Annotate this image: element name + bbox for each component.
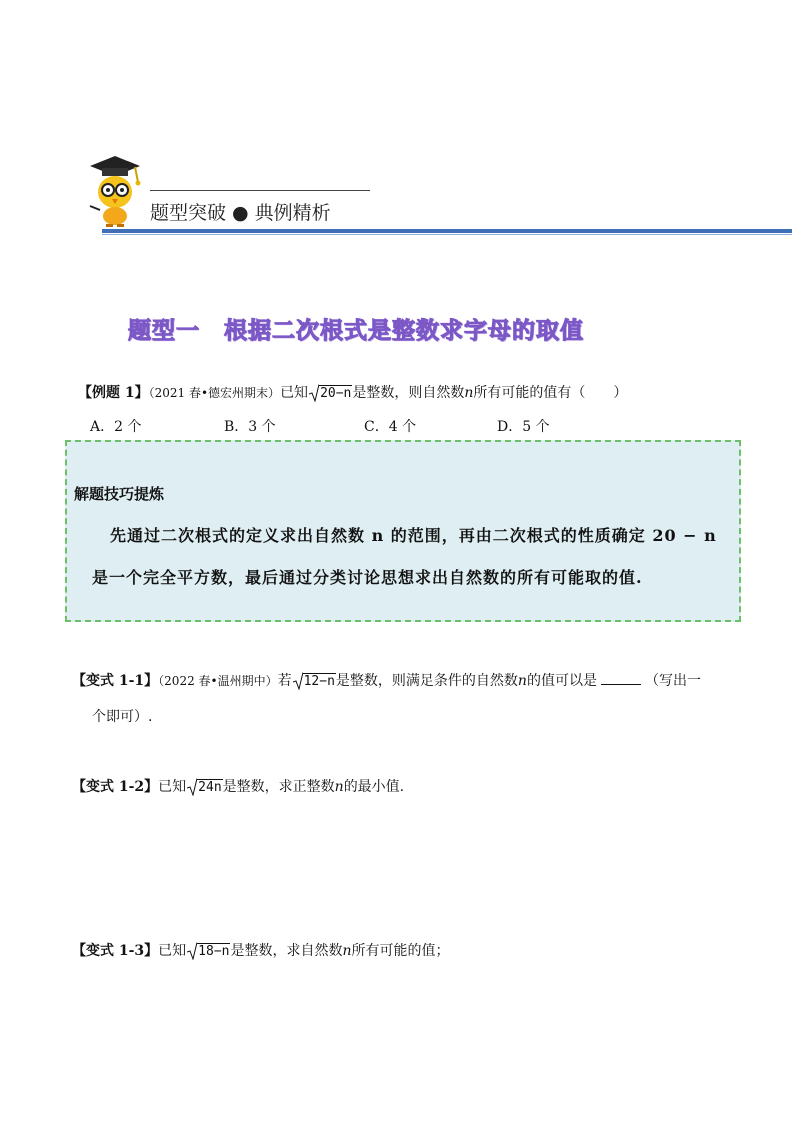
sqrt-sign-icon	[309, 384, 319, 402]
variant-1-1-tail: 的值可以是	[526, 673, 597, 689]
banner-bar-shadow	[102, 234, 792, 235]
banner-bar	[102, 229, 792, 233]
variant-1-1-radicand: 12−n	[303, 674, 335, 689]
variant-1-2-sqrt	[187, 779, 222, 795]
variant-1-3-label: 【变式 1-3】	[72, 943, 159, 959]
tips-line-2: 是一个完全平方数，最后通过分类讨论思想求出自然数的所有可能取的值.	[92, 568, 643, 587]
variant-1-2-radicand: 24n	[198, 780, 222, 795]
variant-1-3-question	[72, 940, 450, 960]
variant-1-2-var: n	[334, 779, 344, 795]
answer-blank[interactable]	[601, 684, 641, 685]
example-1-radicand: 20−n	[320, 386, 352, 401]
sqrt-sign-icon	[187, 778, 197, 796]
tips-line-1: 先通过二次根式的定义求出自然数 n 的范围，再由二次根式的性质确定 20 − n	[110, 526, 717, 545]
variant-1-2-tail: 的最小值.	[343, 779, 405, 795]
variant-1-1-label: 【变式 1-1】	[72, 673, 159, 689]
variant-1-3-radicand: 18−n	[198, 944, 230, 959]
option-b: B．3 个	[224, 419, 276, 435]
variant-1-2-prefix: 已知	[158, 779, 187, 795]
variant-1-1-source: （2022 春•温州期中）	[158, 674, 278, 688]
variant-1-3-suffix: 是整数，求自然数	[230, 943, 343, 959]
example-1-source: （2021 春•德宏州期末）	[148, 386, 281, 400]
variant-1-3-sqrt	[187, 943, 230, 959]
banner-title: 题型突破 ● 典例精析	[150, 202, 331, 224]
sqrt-sign-icon	[293, 672, 303, 690]
section-title: 题型一 根据二次根式是整数求字母的取值	[128, 317, 584, 344]
variant-1-1-line-2: 个即可）.	[92, 709, 153, 725]
variant-1-1-suffix: 是整数，则满足条件的自然数	[335, 673, 518, 689]
variant-1-3-tail: 所有可能的值；	[351, 943, 450, 959]
option-c: C．4 个	[364, 419, 417, 435]
option-a: A．2 个	[90, 419, 142, 435]
variant-1-2-label: 【变式 1-2】	[72, 779, 159, 795]
tips-heading: 解题技巧提炼	[74, 485, 165, 503]
variant-1-3-var: n	[342, 943, 352, 959]
example-1-var: n	[464, 385, 474, 401]
variant-1-1-question	[72, 670, 701, 690]
variant-1-1-var: n	[517, 673, 527, 689]
doctor-mascot-icon	[80, 150, 150, 230]
variant-1-1-sqrt	[293, 673, 336, 689]
example-1-sqrt	[309, 385, 352, 401]
variant-1-3-prefix: 已知	[158, 943, 187, 959]
variant-1-2-suffix: 是整数，求正整数	[222, 779, 335, 795]
example-1-suffix: 是整数，则自然数	[352, 385, 465, 401]
example-1-prefix: 已知	[280, 385, 309, 401]
example-1-question	[78, 382, 627, 402]
example-1-tail: 所有可能的值有（ ）	[473, 385, 628, 401]
sqrt-sign-icon	[187, 942, 197, 960]
variant-1-1-prefix: 若	[277, 673, 292, 689]
example-1-label: 【例题 1】	[78, 385, 149, 401]
variant-1-2-question	[72, 776, 404, 796]
option-d: D．5 个	[497, 419, 550, 435]
variant-1-1-after-blank: （写出一	[644, 673, 701, 689]
banner-divider	[150, 190, 370, 191]
